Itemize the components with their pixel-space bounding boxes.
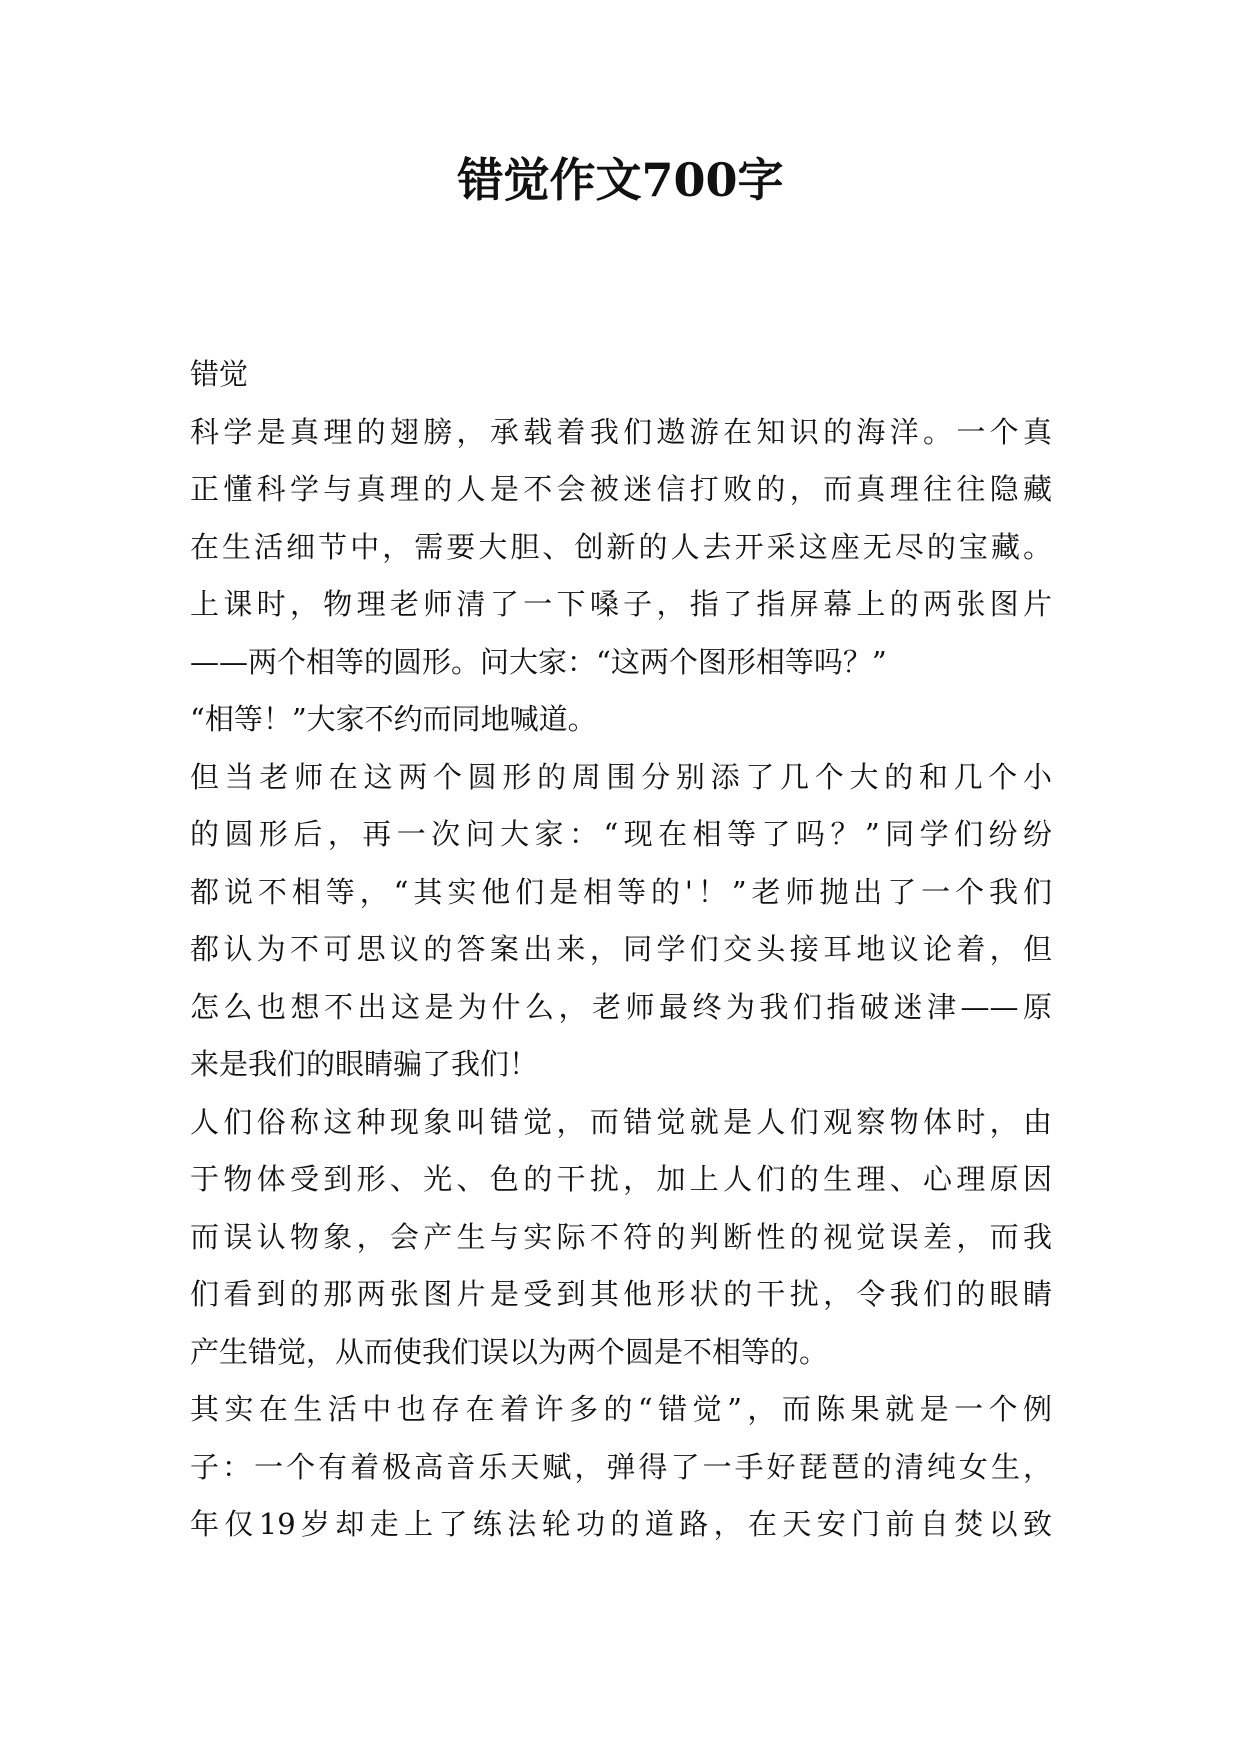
text-line: 于物体受到形、光、色的干扰，加上人们的生理、心理原因: [190, 1162, 1052, 1196]
text-line: 都说不相等，“其实他们是相等的'！”老师抛出了一个我们: [190, 874, 1052, 909]
text-line: 但当老师在这两个圆形的周围分别添了几个大的和几个小: [190, 759, 1052, 794]
text-line: 正懂科学与真理的人是不会被迷信打败的，而真理往往隐藏: [190, 472, 1052, 506]
text-line: 人们俗称这种现象叫错觉，而错觉就是人们观察物体时，由: [190, 1104, 1052, 1139]
text-line: 科学是真理的翅膀，承载着我们遨游在知识的海洋。一个真: [190, 414, 1052, 449]
text-line: 上课时，物理老师清了一下嗓子，指了指屏幕上的两张图片: [190, 587, 1052, 621]
page-title: 错觉作文700字: [457, 153, 784, 207]
text-line: 子：一个有着极高音乐天赋，弹得了一手好琵琶的清纯女生，: [190, 1449, 1052, 1484]
text-line: “相等！”大家不约而同地喊道。: [190, 702, 597, 736]
text-line: 在生活细节中，需要大胆、创新的人去开采这座无尽的宝藏。: [190, 529, 1052, 564]
text-line: ——两个相等的圆形。问大家：“这两个图形相等吗？”: [190, 644, 887, 679]
text-line: 年仅19岁却走上了练法轮功的道路，在天安门前自焚以致: [190, 1507, 1052, 1541]
essay-body: [190, 346, 1052, 1554]
text-line: 怎么也想不出这是为什么，老师最终为我们指破迷津——原: [190, 989, 1052, 1024]
text-line: 们看到的那两张图片是受到其他形状的干扰，令我们的眼睛: [190, 1277, 1052, 1311]
text-line: 来是我们的眼睛骗了我们！: [190, 1047, 539, 1081]
text-line: 的圆形后，再一次问大家：“现在相等了吗？”同学们纷纷: [190, 817, 1052, 851]
text-line: 其实在生活中也存在着许多的“错觉”，而陈果就是一个例: [190, 1392, 1052, 1426]
text-line: 而误认物象，会产生与实际不符的判断性的视觉误差，而我: [190, 1219, 1052, 1254]
text-line: 错觉: [190, 357, 249, 391]
text-line: 都认为不可思议的答案出来，同学们交头接耳地议论着，但: [190, 932, 1052, 966]
text-line: 产生错觉，从而使我们误以为两个圆是不相等的。: [190, 1334, 829, 1369]
